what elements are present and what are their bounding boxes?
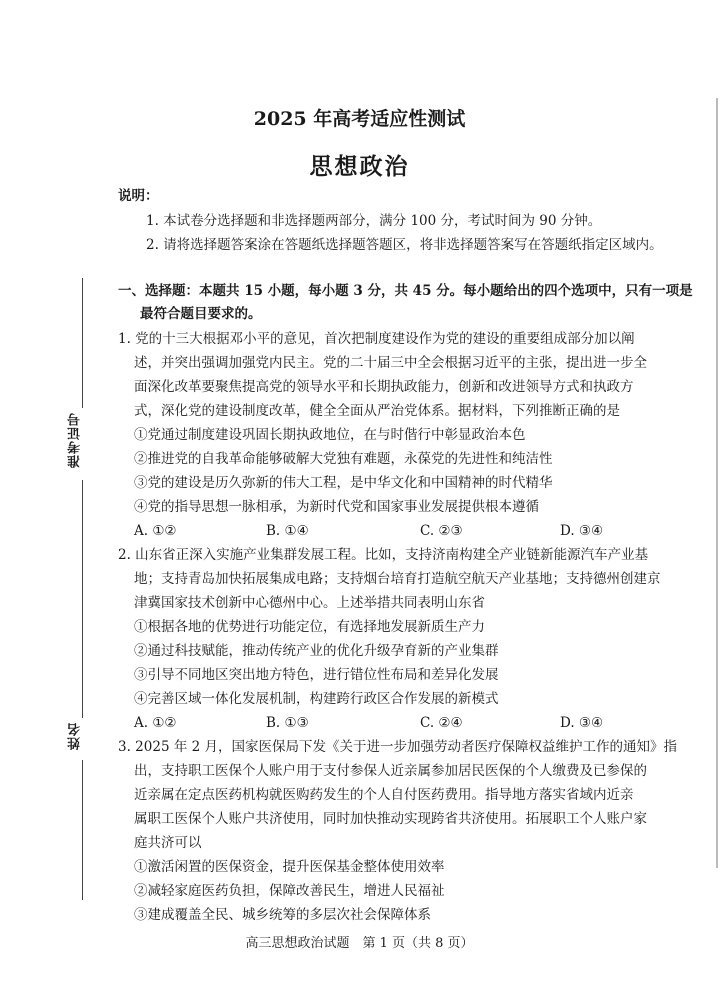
statement: ③引导不同地区突出地方特色，进行错位性布局和差异化发展 — [134, 667, 499, 683]
statement: ③建成覆盖全民、城乡统筹的多层次社会保障体系 — [134, 907, 431, 923]
question-stem: 述，并突出强调加强党内民主。党的二十届三中全会根据习近平的主张，提出进一步全 — [134, 355, 647, 371]
question-stem: 1. 党的十三大根据邓小平的意见，首次把制度建设作为党的建设的重要组成部分加以阐 — [118, 331, 635, 347]
option-d[interactable]: D. ③④ — [560, 715, 604, 731]
instructions-heading: 说明： — [118, 188, 159, 204]
exam-title: 2025 年高考适应性测试 — [253, 108, 466, 130]
option-b[interactable]: B. ①④ — [266, 523, 309, 539]
subject-title: 思想政治 — [309, 153, 410, 180]
ticket-number-label: 准考证号 — [68, 412, 83, 468]
binding-rule — [82, 278, 83, 408]
option-a[interactable]: A. ①② — [134, 715, 177, 731]
statement: ③党的建设是历久弥新的伟大工程，是中华文化和中国精神的时代精华 — [134, 475, 553, 491]
statement: ④党的指导思想一脉相承，为新时代党和国家事业发展提供根本遵循 — [134, 499, 539, 515]
question-stem: 津冀国家技术创新中心德州中心。上述举措共同表明山东省 — [134, 595, 485, 611]
question-stem: 庭共济可以 — [134, 835, 202, 851]
section-heading: 最符合题目要求的。 — [140, 306, 262, 322]
page-footer: 高三思想政治试题 第 1 页（共 8 页） — [245, 936, 474, 951]
question-stem: 出，支持职工医保个人账户用于支付参保人近亲属参加居民医保的个人缴费及已参保的 — [134, 763, 647, 779]
option-c[interactable]: C. ②③ — [420, 523, 463, 539]
statement: ②通过科技赋能，推动传统产业的优化升级孕育新的产业集群 — [134, 643, 499, 659]
statement: ①党通过制度建设巩固长期执政地位，在与时偕行中彰显政治本色 — [134, 427, 526, 443]
statement: ②推进党的自我革命能够破解大党独有难题，永葆党的先进性和纯洁性 — [134, 451, 553, 467]
instruction-item: 1. 本试卷分选择题和非选择题两部分，满分 100 分，考试时间为 90 分钟。 — [146, 213, 602, 229]
statement: ②减轻家庭医药负担，保障改善民生，增进人民福祉 — [134, 883, 445, 899]
option-d[interactable]: D. ③④ — [560, 523, 604, 539]
question-stem: 属职工医保个人账户共济使用，同时加快推动实现跨省共济使用。拓展职工个人账户家 — [134, 811, 647, 827]
question-stem: 式，深化党的建设制度改革，健全全面从严治党体系。据材料，下列推断正确的是 — [134, 403, 620, 419]
question-stem: 3. 2025 年 2 月，国家医保局下发《关于进一步加强劳动者医疗保障权益维护工作的通知》指 — [118, 739, 677, 755]
statement: ①根据各地的优势进行功能定位，有选择地发展新质生产力 — [134, 619, 485, 635]
instruction-item: 2. 请将选择题答案涂在答题纸选择题答题区，将非选择题答案写在答题纸指定区域内。 — [146, 237, 663, 253]
name-label: 姓名 — [68, 722, 83, 750]
question-stem: 近亲属在定点医药机构就医购药发生的个人自付医药费用。指导地方落实省域内近亲 — [134, 787, 634, 803]
option-b[interactable]: B. ①③ — [266, 715, 309, 731]
question-stem: 地；支持青岛加快拓展集成电路；支持烟台培育打造航空航天产业基地；支持德州创建京 — [134, 571, 661, 587]
section-heading: 一、选择题：本题共 15 小题，每小题 3 分，共 45 分。每小题给出的四个选项中，只有一项是 — [118, 283, 693, 299]
binding-rule — [82, 760, 83, 900]
question-stem: 2. 山东省正深入实施产业集群发展工程。比如，支持济南构建全产业链新能源汽车产业基 — [118, 547, 649, 563]
statement: ④完善区域一体化发展机制，构建跨行政区合作发展的新模式 — [134, 691, 499, 707]
question-stem: 面深化改革要聚焦提高党的领导水平和长期执政能力，创新和改进领导方式和执政方 — [134, 379, 634, 395]
page-edge-shadow — [716, 98, 718, 868]
option-c[interactable]: C. ②④ — [420, 715, 463, 731]
option-a[interactable]: A. ①② — [134, 523, 177, 539]
statement: ①激活闲置的医保资金，提升医保基金整体使用效率 — [134, 859, 445, 875]
binding-rule — [82, 480, 83, 718]
